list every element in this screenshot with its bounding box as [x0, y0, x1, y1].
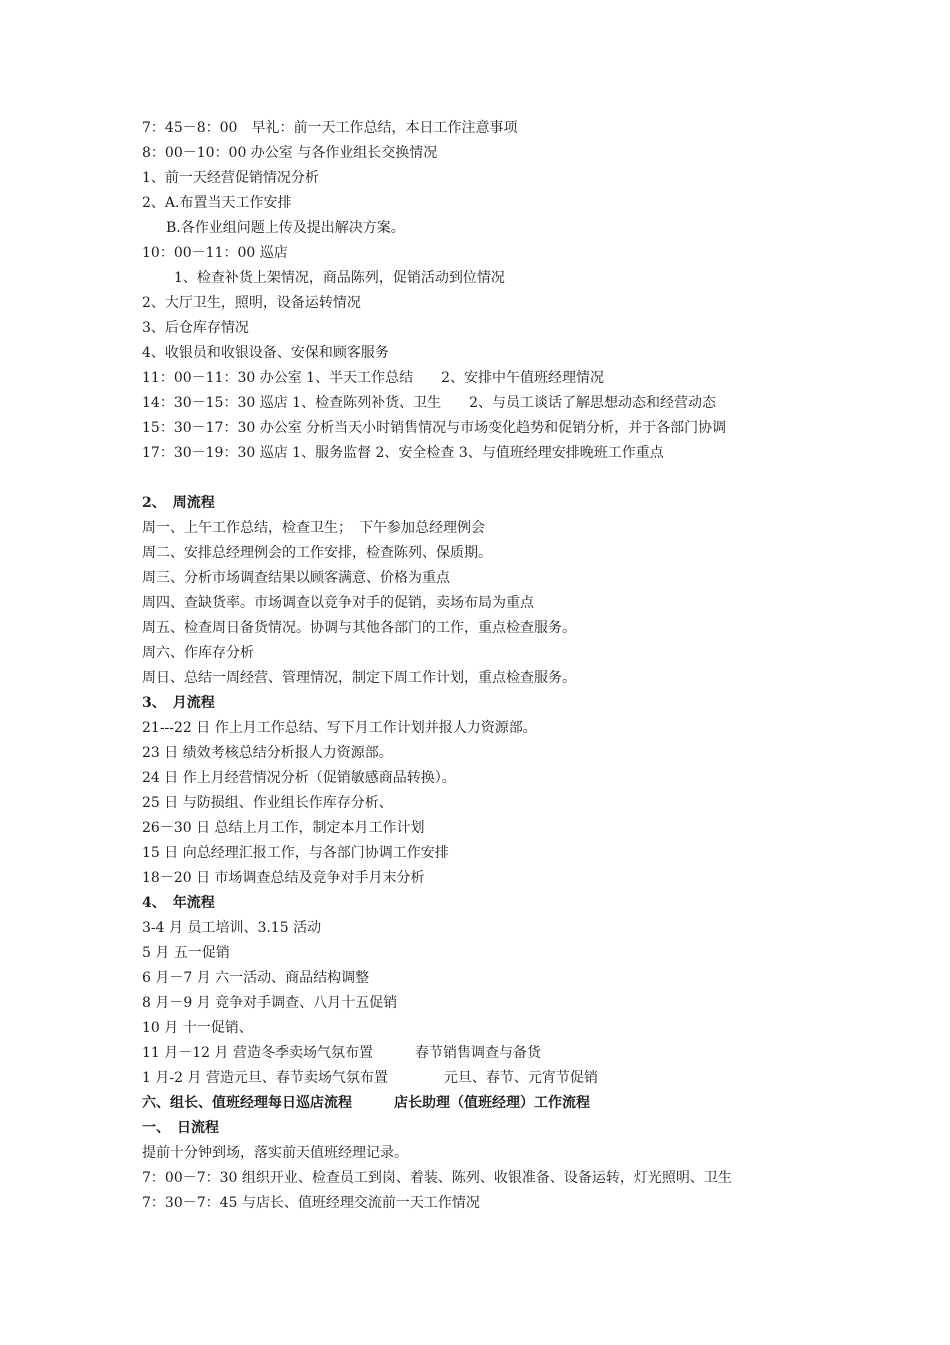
schedule-line: 1、检查补货上架情况，商品陈列，促销活动到位情况: [174, 270, 505, 286]
monthly-item: 21---22 日 作上月工作总结、写下月工作计划并报人力资源部。: [142, 720, 537, 736]
weekly-item: 周四、查缺货率。市场调查以竞争对手的促销，卖场布局为重点: [142, 595, 534, 611]
schedule-line: 4、收银员和收银设备、安保和顾客服务: [142, 345, 389, 361]
section6-heading: 六、组长、值班经理每日巡店流程 店长助理（值班经理）工作流程: [142, 1095, 590, 1111]
yearly-item: 10 月 十一促销、: [142, 1020, 253, 1036]
schedule-line: 15：30－17：30 办公室 分析当天小时销售情况与市场变化趋势和促销分析，并于各部门协调: [142, 420, 727, 436]
schedule-line: 1、前一天经营促销情况分析: [142, 170, 319, 186]
schedule-line: 8：00－10：00 办公室 与各作业组长交换情况: [142, 145, 438, 161]
weekly-item: 周一、上午工作总结，检查卫生； 下午参加总经理例会: [142, 520, 485, 536]
yearly-item: 8 月－9 月 竞争对手调查、八月十五促销: [142, 995, 398, 1011]
schedule-line: B.各作业组问题上传及提出解决方案。: [166, 220, 405, 236]
schedule-line: 10：00－11：00 巡店: [142, 245, 288, 261]
yearly-item: 6 月－7 月 六一活动、商品结构调整: [142, 970, 370, 986]
schedule-line: 2、A.布置当天工作安排: [142, 195, 292, 211]
monthly-item: 15 日 向总经理汇报工作，与各部门协调工作安排: [142, 845, 449, 861]
schedule-line: 3、后仓库存情况: [142, 320, 249, 336]
yearly-heading: 4、 年流程: [142, 895, 215, 911]
weekly-item: 周三、分析市场调查结果以顾客满意、价格为重点: [142, 570, 450, 586]
daily-flow-item: 7：00－7：30 组织开业、检查员工到岗、着装、陈列、收银准备、设备运转，灯光照明、卫生: [142, 1170, 732, 1186]
section-gap: [142, 466, 842, 491]
yearly-item: 5 月 五一促销: [142, 945, 230, 961]
weekly-item: 周五、检查周日备货情况。协调与其他各部门的工作，重点检查服务。: [142, 620, 576, 636]
document-body: [142, 116, 842, 1216]
yearly-item: 1 月-2 月 营造元旦、春节卖场气氛布置 元旦、春节、元宵节促销: [142, 1070, 598, 1086]
weekly-item: 周日、总结一周经营、管理情况，制定下周工作计划，重点检查服务。: [142, 670, 576, 686]
weekly-item: 周六、作库存分析: [142, 645, 254, 661]
weekly-item: 周二、安排总经理例会的工作安排，检查陈列、保质期。: [142, 545, 492, 561]
schedule-line: 2、大厅卫生，照明，设备运转情况: [142, 295, 361, 311]
schedule-line: 17：30－19：30 巡店 1、服务监督 2、安全检查 3、与值班经理安排晚班工作重点: [142, 445, 664, 461]
schedule-line: 11：00－11：30 办公室 1、半天工作总结 2、安排中午值班经理情况: [142, 370, 604, 386]
monthly-heading: 3、 月流程: [142, 695, 215, 711]
daily-flow-heading: 一、 日流程: [142, 1120, 219, 1136]
daily-flow-item: 7：30－7：45 与店长、值班经理交流前一天工作情况: [142, 1195, 480, 1211]
daily-flow-item: 提前十分钟到场，落实前天值班经理记录。: [142, 1145, 408, 1161]
yearly-item: 3-4 月 员工培训、3.15 活动: [142, 920, 322, 936]
yearly-item: 11 月－12 月 营造冬季卖场气氛布置 春节销售调查与备货: [142, 1045, 541, 1061]
schedule-line: 14：30－15：30 巡店 1、检查陈列补货、卫生 2、与员工谈话了解思想动态和经营动态: [142, 395, 716, 411]
schedule-line: 7：45－8：00 早礼：前一天工作总结，本日工作注意事项: [142, 120, 518, 136]
weekly-heading: 2、 周流程: [142, 495, 215, 511]
monthly-item: 26－30 日 总结上月工作，制定本月工作计划: [142, 820, 425, 836]
monthly-item: 23 日 绩效考核总结分析报人力资源部。: [142, 745, 393, 761]
monthly-item: 18－20 日 市场调查总结及竞争对手月末分析: [142, 870, 425, 886]
monthly-item: 24 日 作上月经营情况分析（促销敏感商品转换）。: [142, 770, 456, 786]
monthly-item: 25 日 与防损组、作业组长作库存分析、: [142, 795, 393, 811]
